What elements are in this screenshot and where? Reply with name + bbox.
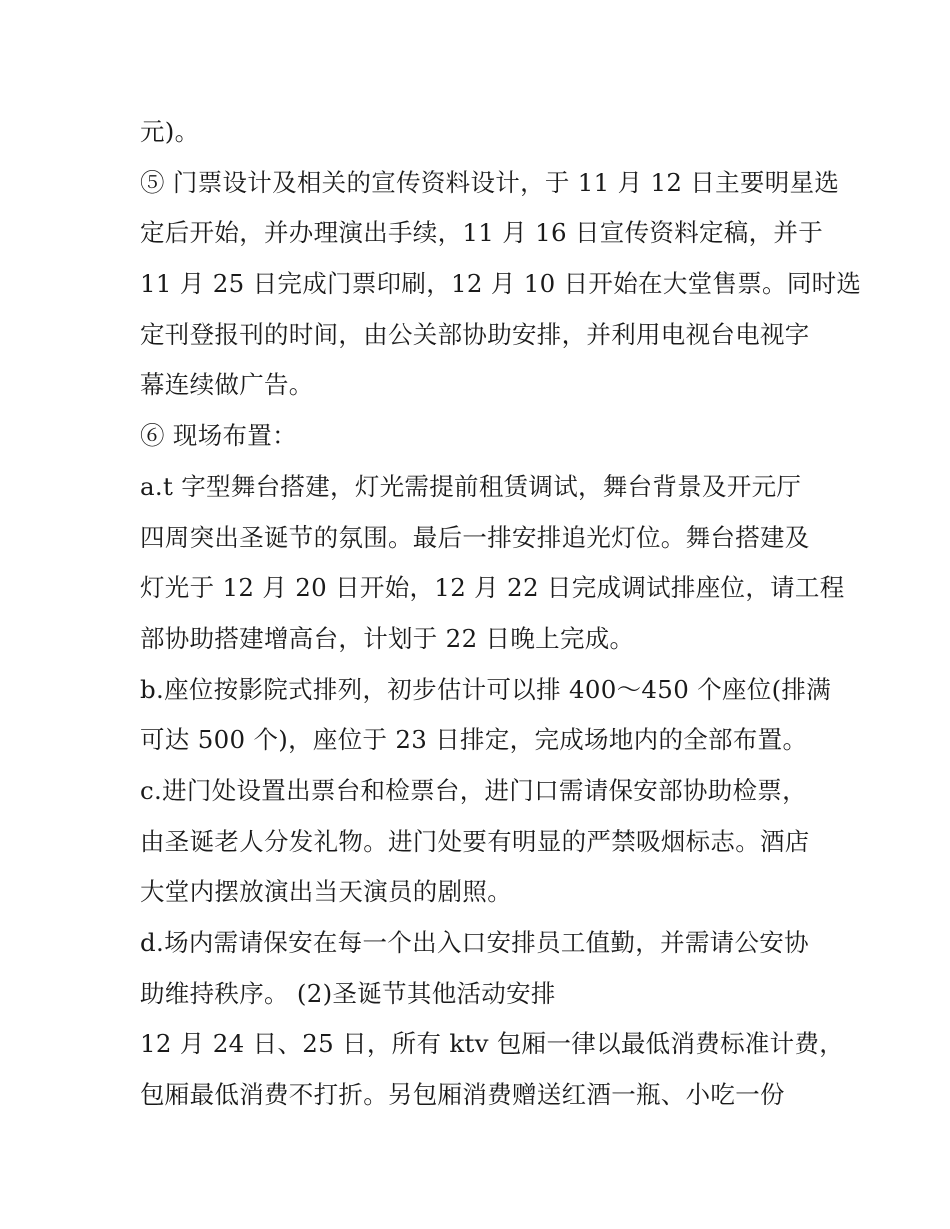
- text-line: 定后开始，并办理演出手续，11 月 16 日宣传资料定稿，并于: [140, 218, 824, 248]
- text-line: 12 月 24 日、25 日，所有 ktv 包厢一律以最低消费标准计费，: [140, 1029, 845, 1059]
- text-line: 可达 500 个)，座位于 23 日排定，完成场地内的全部布置。: [140, 725, 808, 755]
- text-line: 定刊登报刊的时间，由公关部协助安排，并利用电视台电视字: [140, 319, 810, 349]
- text-line: 四周突出圣诞节的氛围。最后一排安排追光灯位。舞台搭建及: [140, 522, 810, 552]
- text-line: ⑥ 现场布置：: [140, 421, 297, 451]
- text-line: 元)。: [140, 117, 200, 146]
- text-line: ⑤ 门票设计及相关的宣传资料设计，于 11 月 12 日主要明星选: [140, 167, 840, 197]
- text-line: a.t 字型舞台搭建，灯光需提前租赁调试，舞台背景及开元厅: [140, 471, 802, 501]
- text-line: 由圣诞老人分发礼物。进门处要有明显的严禁吸烟标志。酒店: [140, 826, 810, 856]
- text-line: 11 月 25 日完成门票印刷，12 月 10 日开始在大堂售票。同时选: [140, 269, 862, 299]
- text-line: 大堂内摆放演出当天演员的剧照。: [140, 877, 512, 907]
- text-line: b.座位按影院式排列，初步估计可以排 400～450 个座位(排满: [140, 674, 832, 704]
- text-line: 灯光于 12 月 20 日开始，12 月 22 日完成调试排座位，请工程: [140, 573, 845, 603]
- text-line: 助维持秩序。 (2)圣诞节其他活动安排: [140, 978, 556, 1008]
- text-line: 部协助搭建增高台，计划于 22 日晚上完成。: [140, 623, 635, 653]
- text-line: d.场内需请保安在每一个出入口安排员工值勤，并需请公安协: [140, 928, 809, 957]
- document-body: [140, 107, 862, 1121]
- text-line: c.进门处设置出票台和检票台，进门口需请保安部协助检票，: [140, 775, 807, 805]
- text-line: 包厢最低消费不打折。另包厢消费赠送红酒一瓶、小吃一份: [140, 1080, 785, 1110]
- text-line: 幕连续做广告。: [140, 370, 314, 400]
